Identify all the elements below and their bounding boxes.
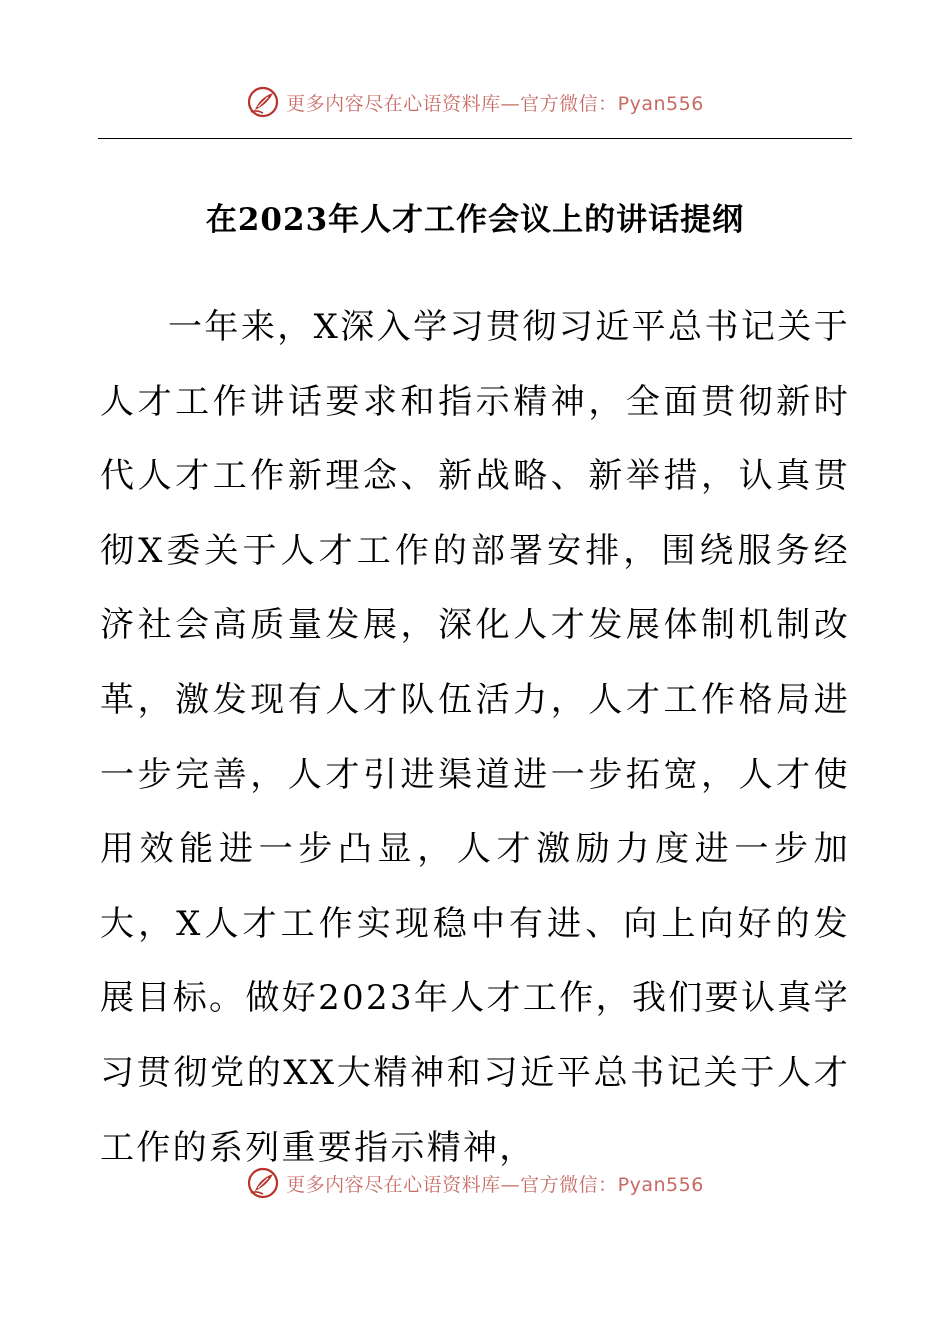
footer-banner-label: 更多内容尽在心语资料库—官方微信： [286,1173,618,1196]
body-paragraph: 一年来，X深入学习贯彻习近平总书记关于人才工作讲话要求和指示精神，全面贯彻新时代人才工作新理念、新战略、新举措，认真贯彻X委关于人才工作的部署安排，围绕服务经济社会高质量发展，深化人才发展体制机制改革，激发现有人才队伍活力，人才工作格局进一步完善，人才引进渠道进一步拓宽，人才使用效能进一步凸显，人才激励力度进一步加大，X人才工作实现稳中有进、向上向好的发展目标。做好2023年人才工作，我们要认真学习贯彻党的XX大精神和习近平总书记关于人才工作的系列重要指示精神， [100,307,850,1168]
footer-banner-content [246,1166,704,1200]
header-divider [98,138,852,139]
header-banner [0,80,950,124]
header-banner-content [246,85,704,119]
pen-nib-logo-icon [246,1166,280,1200]
footer-banner-text [286,1170,704,1197]
document-title: 在2023年人才工作会议上的讲话提纲 [205,202,745,238]
header-banner-label: 更多内容尽在心语资料库—官方微信： [286,92,618,115]
footer-banner [0,1161,950,1205]
header-banner-text [286,89,704,116]
footer-wechat-id: Pyan556 [617,1173,704,1196]
header-wechat-id: Pyan556 [617,92,704,115]
pen-nib-logo-icon [246,85,280,119]
